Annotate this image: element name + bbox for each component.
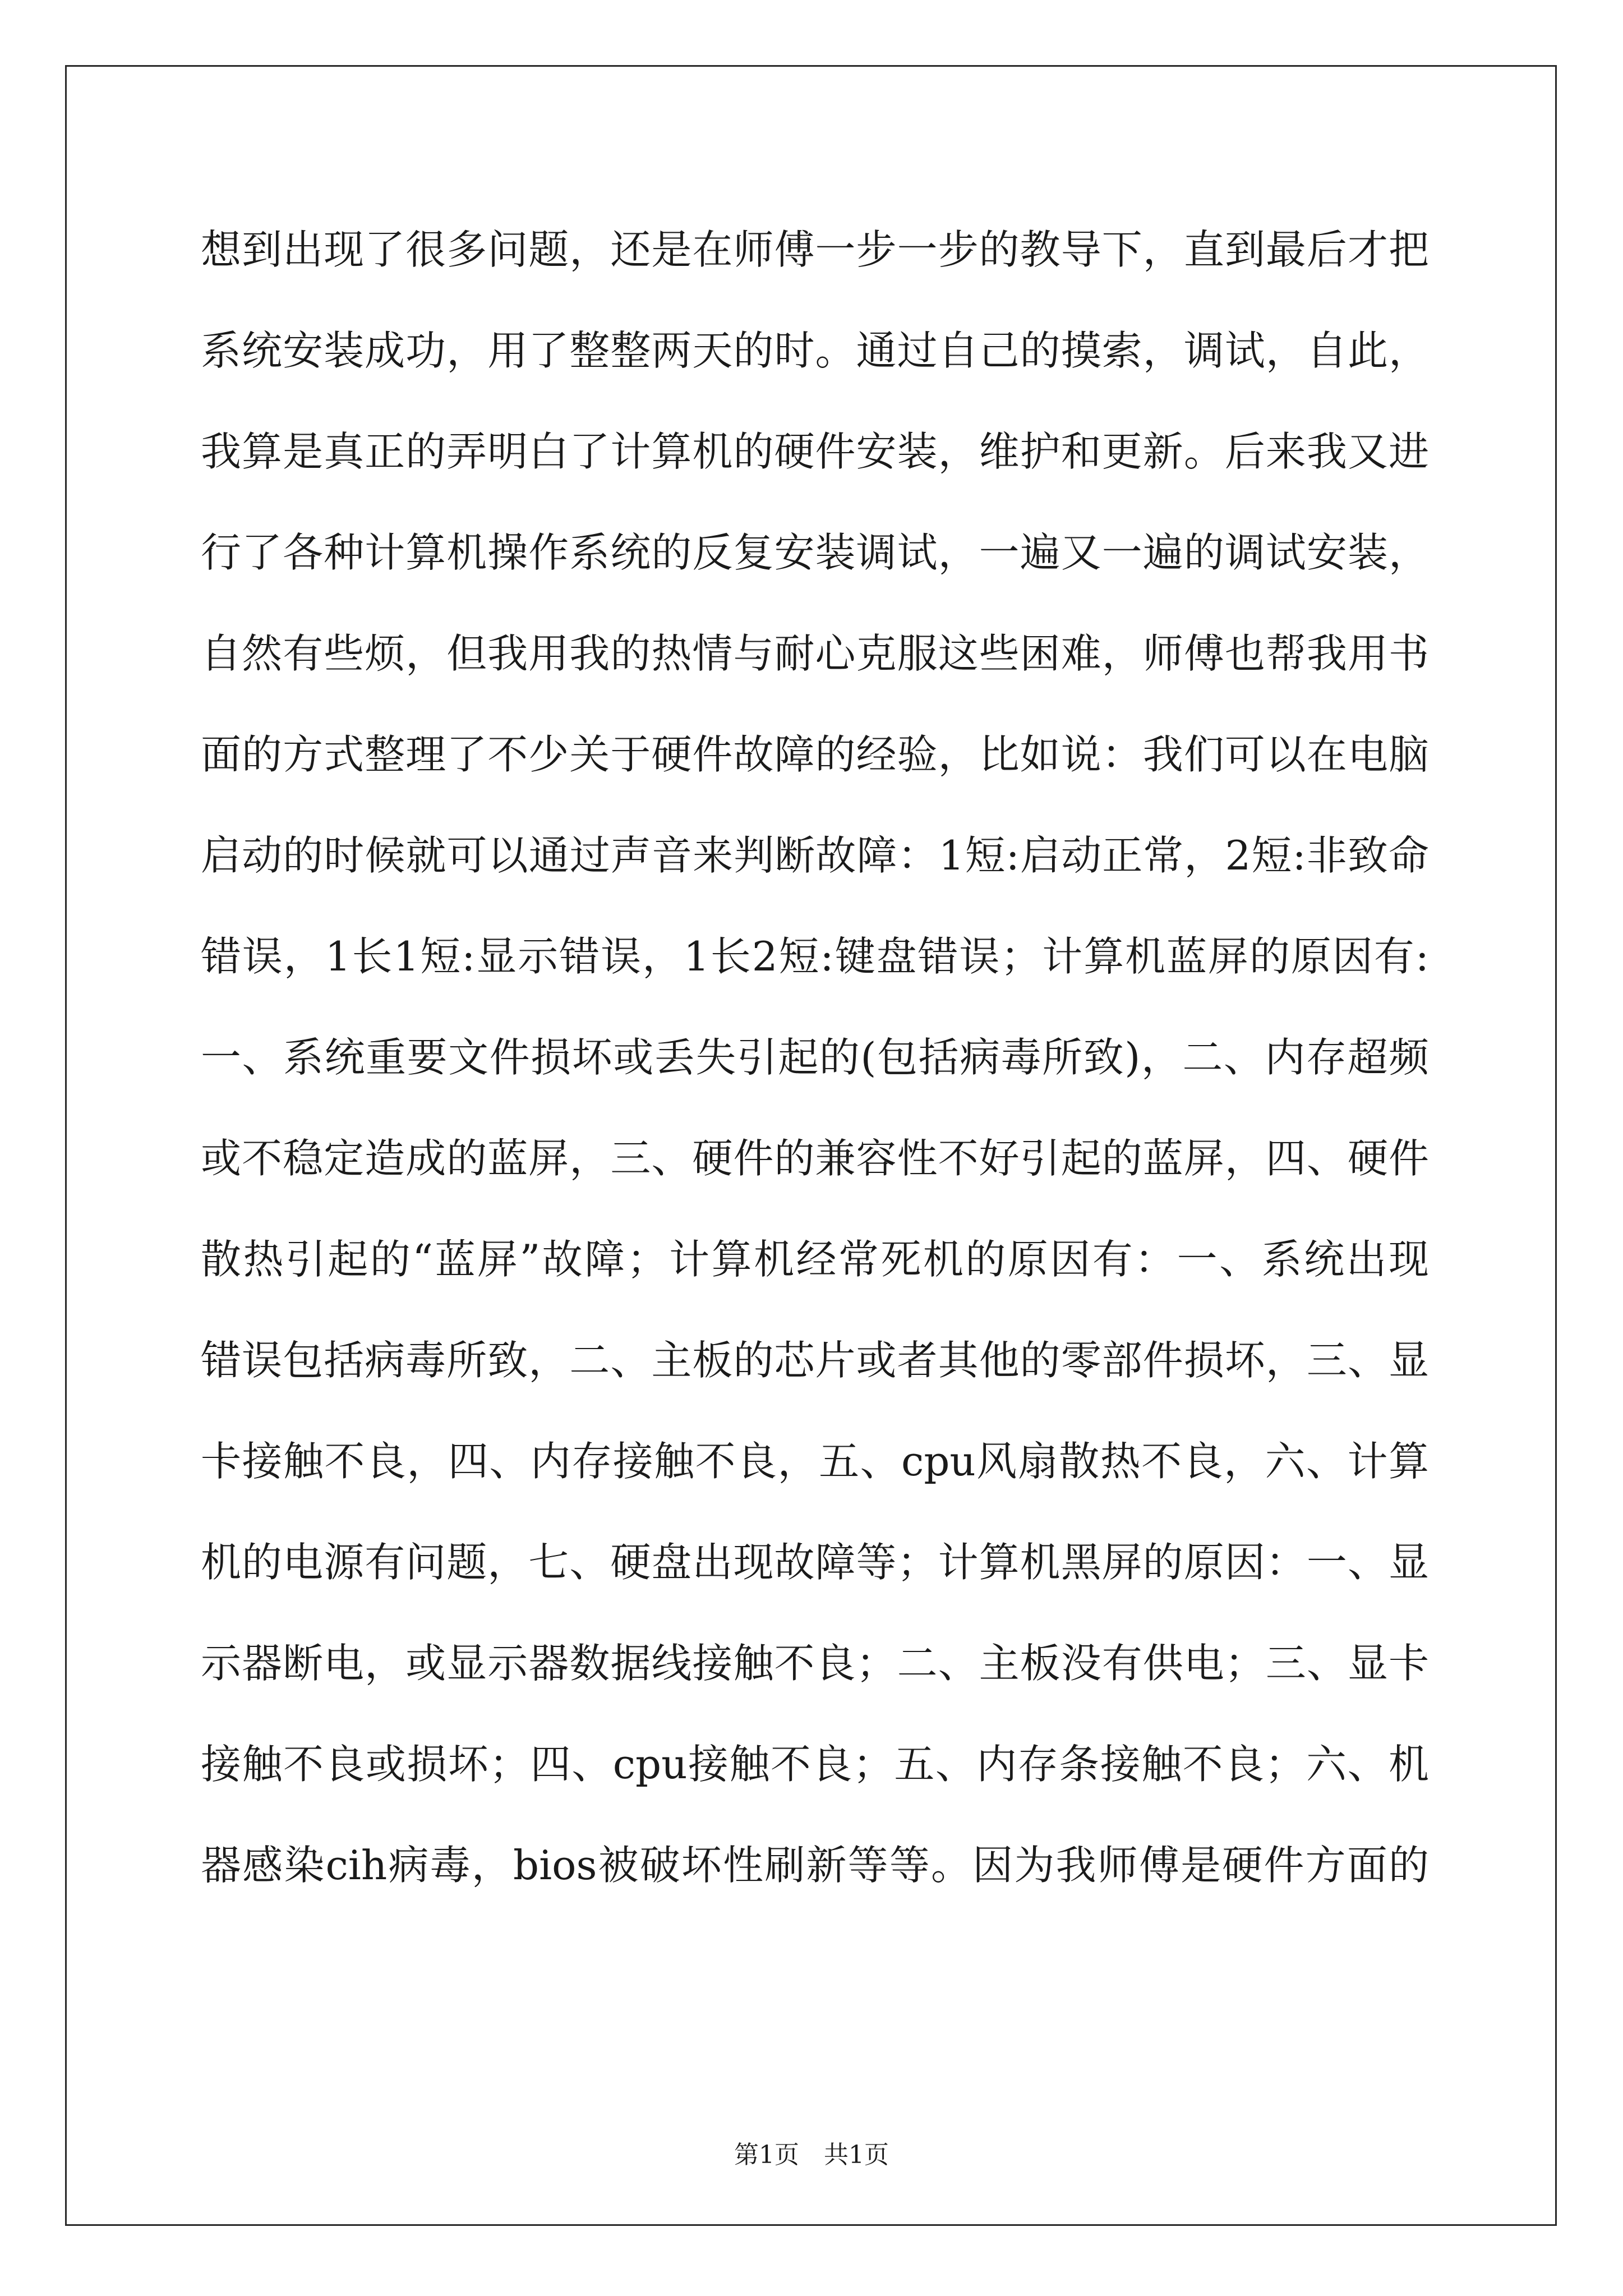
page-number-footer: 第1页 共1页 — [734, 2141, 889, 2169]
text-line: 接触不良或损坏；四、cpu接触不良；五、内存条接触不良；六、机 — [201, 1741, 1429, 1788]
text-line: 器感染cih病毒，bios被破坏性刷新等等。因为我师傅是硬件方面的 — [201, 1842, 1429, 1889]
document-body — [201, 213, 1429, 1930]
text-line: 错误，1长1短:显示错误，1长2短:键盘错误；计算机蓝屏的原因有: — [201, 933, 1429, 980]
text-line: 系统安装成功，用了整整两天的时。通过自己的摸索，调试，自此， — [201, 327, 1429, 374]
text-line: 散热引起的“蓝屏”故障；计算机经常死机的原因有：一、系统出现 — [201, 1236, 1429, 1283]
text-line: 错误包括病毒所致，二、主板的芯片或者其他的零部件损坏，三、显 — [201, 1337, 1429, 1384]
text-line: 面的方式整理了不少关于硬件故障的经验，比如说：我们可以在电脑 — [201, 731, 1429, 778]
text-line: 想到出现了很多问题，还是在师傅一步一步的教导下，直到最后才把 — [201, 226, 1429, 273]
text-line: 行了各种计算机操作系统的反复安装调试，一遍又一遍的调试安装， — [201, 529, 1429, 576]
text-line: 我算是真正的弄明白了计算机的硬件安装，维护和更新。后来我又进 — [201, 428, 1429, 475]
text-line: 或不稳定造成的蓝屏，三、硬件的兼容性不好引起的蓝屏，四、硬件 — [201, 1135, 1429, 1182]
text-line: 启动的时候就可以通过声音来判断故障：1短:启动正常，2短:非致命 — [201, 832, 1429, 879]
text-line: 自然有些烦，但我用我的热情与耐心克服这些困难，师傅也帮我用书 — [201, 630, 1429, 677]
text-line: 卡接触不良，四、内存接触不良，五、cpu风扇散热不良，六、计算 — [201, 1438, 1429, 1485]
text-line: 一、系统重要文件损坏或丢失引起的(包括病毒所致)，二、内存超频 — [201, 1034, 1429, 1081]
text-line: 机的电源有问题，七、硬盘出现故障等；计算机黑屏的原因：一、显 — [201, 1539, 1429, 1586]
text-line: 示器断电，或显示器数据线接触不良；二、主板没有供电；三、显卡 — [201, 1640, 1429, 1687]
